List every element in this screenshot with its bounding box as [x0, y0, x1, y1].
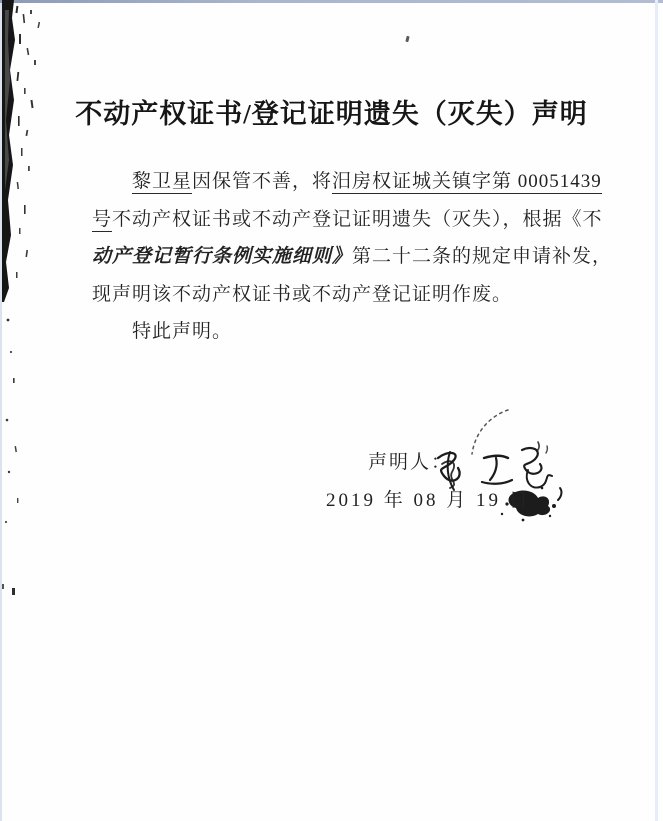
certificate-suffix-underlined: 号	[92, 208, 113, 230]
declarant-label: 声明人：	[368, 452, 453, 473]
document-title: 不动产权证书/登记证明遗失（灭失）声明	[75, 99, 588, 129]
body-line-1	[92, 163, 602, 201]
scan-speck	[405, 36, 409, 43]
body-line-3	[92, 238, 613, 276]
scan-noise-left-band	[0, 0, 50, 600]
scan-edge-top-line	[0, 0, 663, 3]
body-text: 因保管不善，将	[192, 171, 333, 192]
declarant-name-underlined: 黎卫星	[132, 171, 193, 192]
body-text: 现声明该不动产权证书或不动产登记证明作废。	[92, 283, 513, 305]
body-closing-line	[92, 313, 592, 351]
declaration-date: 2019 年 08 月 19 日	[326, 490, 531, 511]
certificate-number-underlined: 汨房权证城关镇字第 00051439	[332, 171, 602, 192]
closing-text: 特此声明。	[132, 321, 233, 343]
body-line-2	[92, 201, 603, 239]
body-text: 第二十二条的规定申请补发，	[352, 246, 613, 268]
body-text: 不动产权证书或不动产登记证明遗失（灭失），根据《不	[112, 208, 603, 230]
document-body	[92, 163, 613, 351]
body-line-4	[92, 276, 592, 314]
regulation-title: 动产登记暂行条例实施细则》	[92, 246, 353, 268]
